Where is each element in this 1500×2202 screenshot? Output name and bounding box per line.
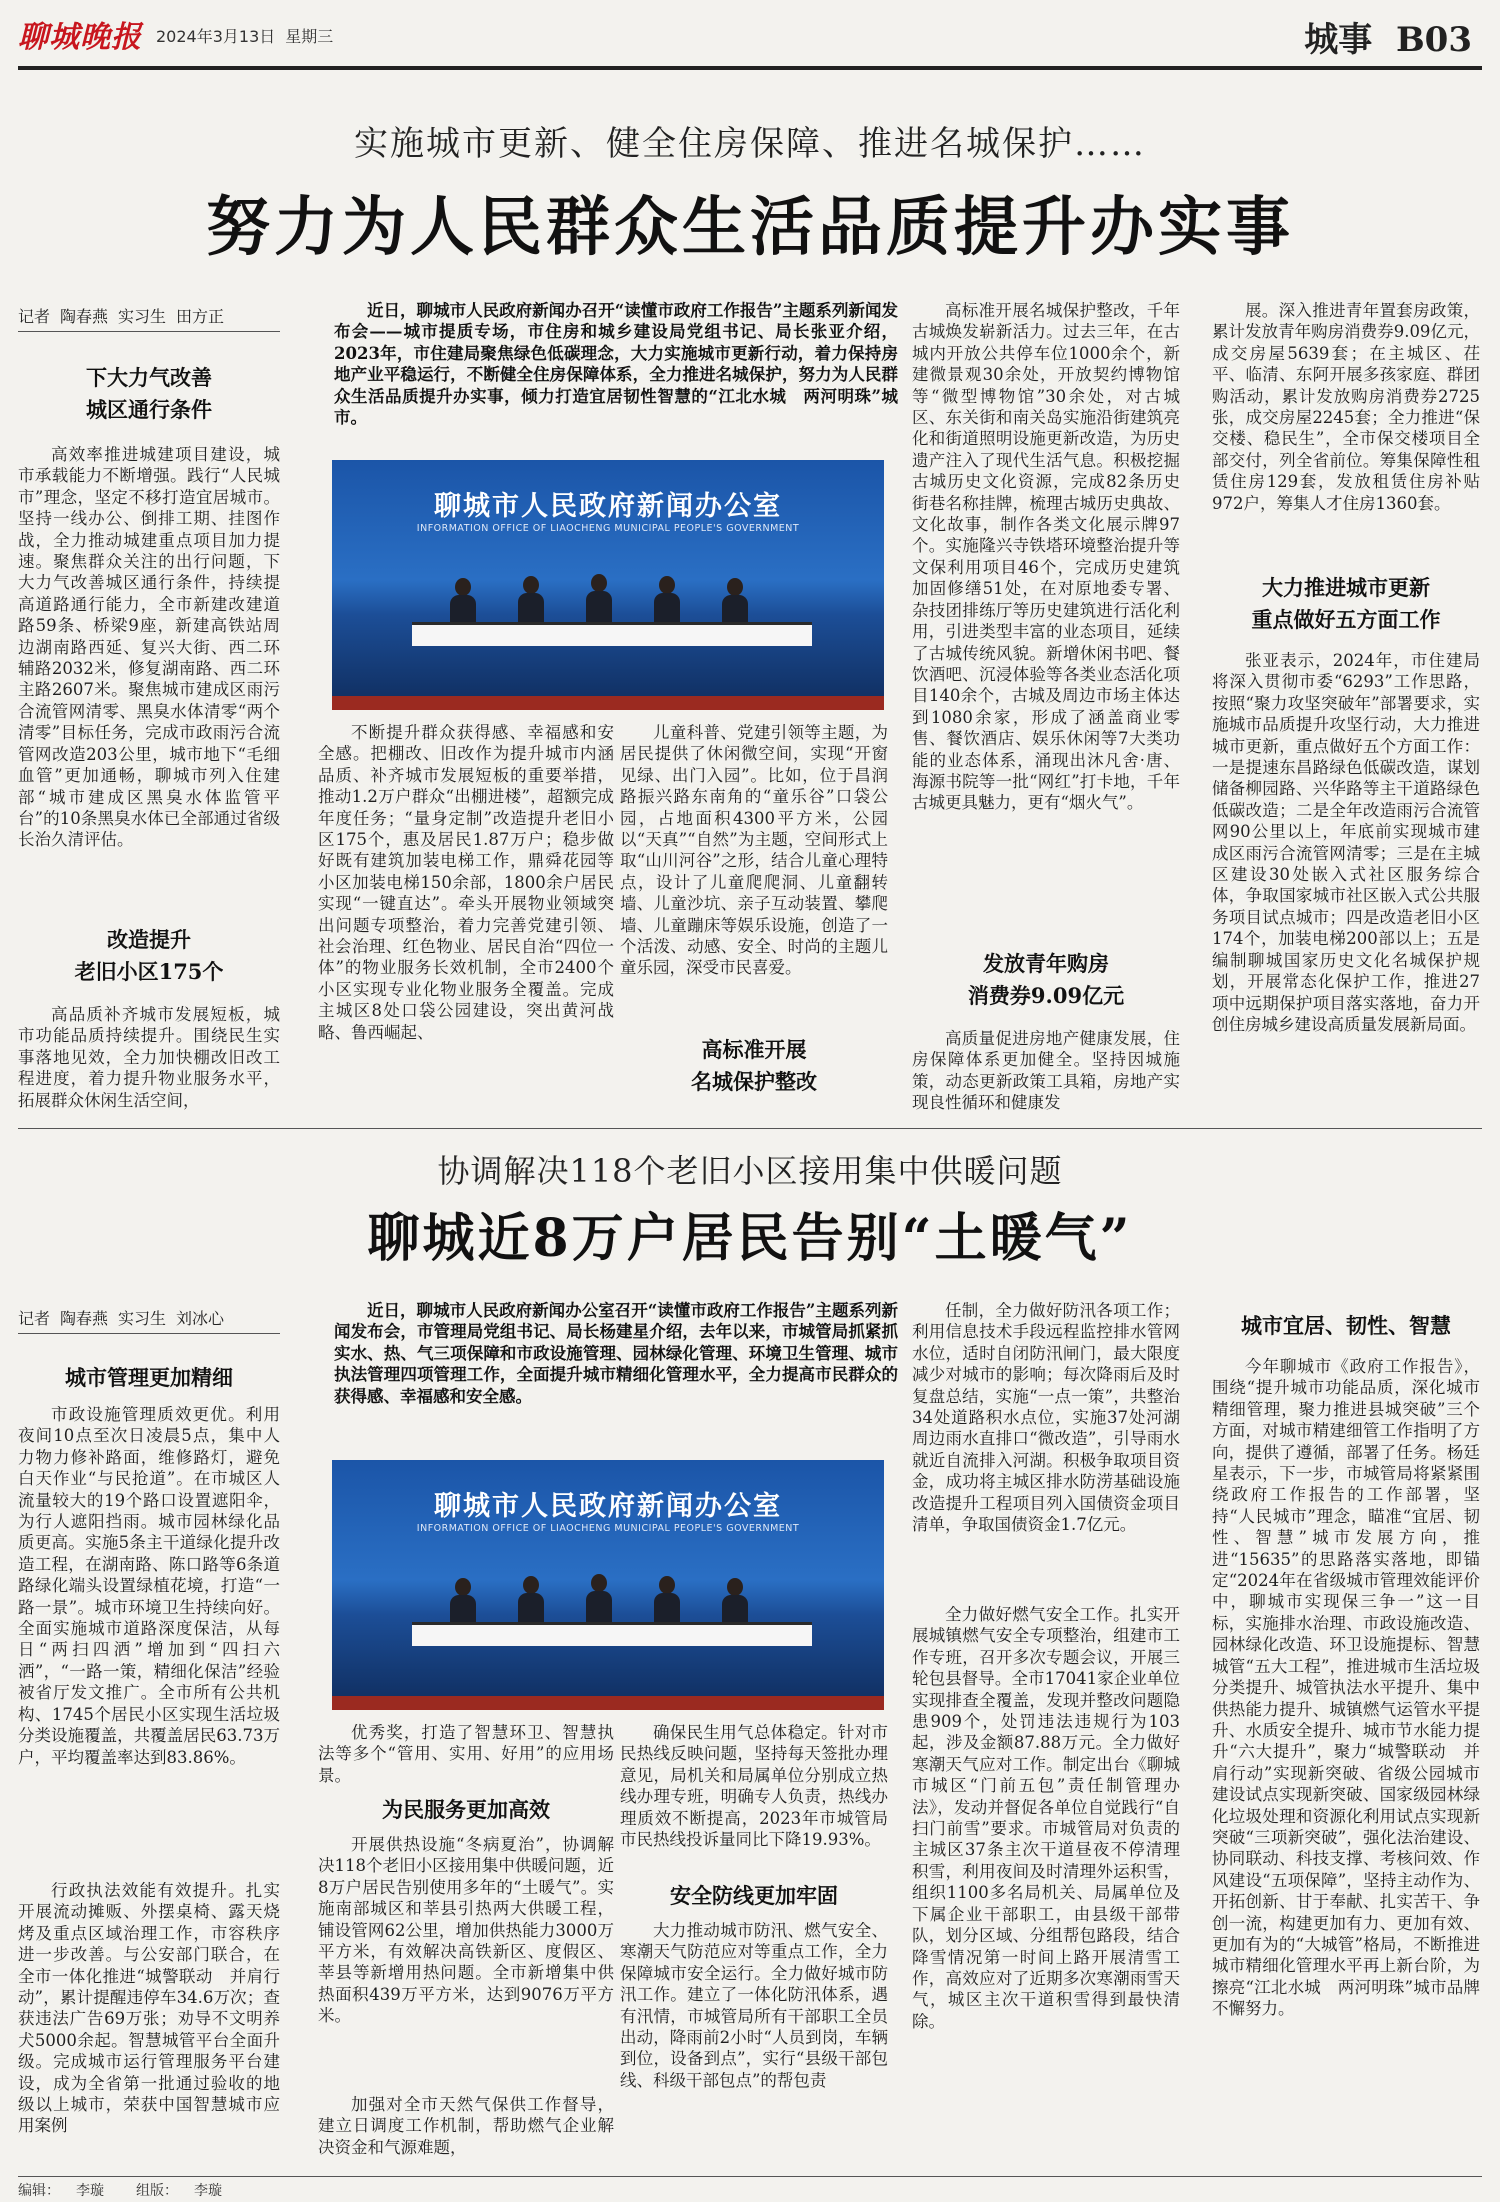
subhead-line: 重点做好五方面工作 bbox=[1251, 607, 1441, 632]
photo-banner-subtitle: INFORMATION OFFICE OF LIAOCHENG MUNICIPAL PEOPLE'S GOVERNMENT bbox=[416, 523, 800, 534]
intern-name: 刘冰心 bbox=[176, 1309, 225, 1328]
photo-banner-title: 聊城市人民政府新闻办公室 bbox=[434, 1491, 782, 1522]
footer-rule bbox=[18, 2176, 1482, 2177]
story1-subtitle: 实施城市更新、健全住房保障、推进名城保护…… bbox=[354, 124, 1146, 164]
story1-subhead-5 bbox=[1212, 572, 1480, 636]
date: 2024年3月13日 bbox=[156, 27, 276, 46]
stage-edge bbox=[332, 1696, 884, 1710]
story1-title: 努力为人民群众生活品质提升办实事 bbox=[206, 190, 1294, 265]
press-desk bbox=[412, 1622, 812, 1646]
layout-name: 李璇 bbox=[194, 2183, 222, 2199]
story2-col5-para1: 今年聊城市《政府工作报告》，围绕“提升城市功能品质，深化城市精细管理，聚力推进县城突破”三个方面，对城市精建细管工作指明了方向，提供了遵循，部署了任务。杨廷星表示，下一步，市城管局将紧紧围绕政府工作报告的工作部署，坚持“人民城市”理念，瞄准“宜居、韧性、智慧”城市发展方向，推进“15635”的思路落实落地，即锚定“2024年在省级城市管理效能评价中，聊城市实现保三争一”这一目标，实施排水治理、市政设施改造、园林绿化改造、环卫设施提标、智慧城管“五大工程”，推进城市生活垃圾分类提升、城管执法水平提升、集中供热能力提升、城镇燃气运管水平提升、水质安全提升、城市节水能力提升“六大提升”，聚力“城警联动 并肩行动”实现新突破、省级公园城市建设试点实现新突破、国家级园林绿化垃圾处理和资源化利用试点实现新突破“三项新突破”，强化法治建设、协同联动、科技支撑、考核问效、作风建设“五项保障”，坚持主动作为、开拓创新、甘于奉献、扎实苦干、争创一流，构建更加有力、更加有效、更加有为的“大城管”格局，不断推进城市精细化管理水平再上新台阶，为擦亮“江北水城 两河明珠”城市品牌不懈努力。 bbox=[1212, 1357, 1480, 2019]
story2-col2-para1: 优秀奖，打造了智慧环卫、智慧执法等多个“管用、实用、好用”的应用场景。 bbox=[318, 1723, 614, 1785]
byline-label: 实习生 bbox=[118, 1309, 167, 1328]
story2-lead: 近日，聊城市人民政府新闻办公室召开“读懂市政府工作报告”主题系列新闻发布会，市管理局党组书记、局长杨建星介绍，去年以来，市城管局抓紧抓实水、热、气三项保障和市政设施管理、园林绿化管理、环境卫生管理、城市执法管理四项管理工作，全面提升城市精细化管理水平，全力提高市民群众的获得感、幸福感和安全感。 bbox=[334, 1301, 898, 1406]
story2-subhead-1 bbox=[18, 1362, 280, 1394]
stage-edge bbox=[332, 696, 884, 710]
section-label bbox=[1304, 12, 1472, 61]
newspaper-brand: 聊城晚报 bbox=[18, 20, 142, 55]
story1-col5-para1: 展。深入推进青年置套房政策，累计发放青年购房消费券9.09亿元，成交房屋5639套；在主城区、茌平、临清、东阿开展多孩家庭、群团购活动，累计发放购房消费券2725张，成交房屋2245套；全力推进“保交楼、稳民生”，全市保交楼项目全部交付，列全省前位。筹集保障性租赁住房129套，发放租赁住房补贴972户，筹集人才住房1360套。 bbox=[1212, 301, 1480, 513]
story1-subhead-2 bbox=[18, 924, 280, 988]
story2-subhead-3 bbox=[620, 1880, 888, 1912]
editor-name: 李璇 bbox=[76, 2183, 104, 2199]
byline-label: 实习生 bbox=[118, 307, 167, 326]
page-footer bbox=[18, 2180, 254, 2200]
subhead-line: 改造提升 bbox=[107, 927, 191, 952]
subhead-line: 名城保护整改 bbox=[691, 1069, 817, 1094]
photo-banner-subtitle: INFORMATION OFFICE OF LIAOCHENG MUNICIPAL PEOPLE'S GOVERNMENT bbox=[416, 1523, 800, 1534]
subhead-line: 城区通行条件 bbox=[86, 397, 212, 422]
subhead-line: 大力推进城市更新 bbox=[1262, 575, 1430, 600]
weekday: 星期三 bbox=[285, 27, 334, 46]
layout-label: 组版： bbox=[136, 2183, 178, 2199]
issue-date bbox=[156, 24, 343, 47]
intern-name: 田方正 bbox=[176, 307, 225, 326]
header-rule bbox=[18, 66, 1482, 70]
story2-subtitle: 协调解决118个老旧小区接用集中供暖问题 bbox=[437, 1152, 1063, 1190]
subhead-line: 城市宜居、韧性、智慧 bbox=[1241, 1313, 1451, 1338]
subhead-line: 老旧小区175个 bbox=[74, 959, 224, 984]
story1-col4-para1: 高标准开展名城保护整改，千年古城焕发崭新活力。过去三年，在古城内开放公共停车位1000余个，新建微景观30余处，开放契约博物馆等“微型博物馆”30余处，对古城区、东关街和南关岛实施沿街建筑亮化和街道照明设施更新改造，为历史遗产注入了现代生活气息。积极挖掘古城历史文化资源，完成82条历史街巷名称挂牌，梳理古城历史典故、文化故事，制作各类文化展示牌97个。实施隆兴寺铁塔环境整治提升等文保利用项目46个，完成历史建筑加固修缮51处，在对原地委专署、杂技团排练厅等历史建筑进行活化利用，引进类型丰富的业态项目，延续了古城传统风貌。新增休闲书吧、餐饮酒吧、沉浸体验等各类业态活化项目140余个，古城及周边市场主体达到1080余家，形成了涵盖商业零售、餐饮酒店、娱乐休闲等7大类功能的业态体系，涌现出沐凡舍·唐、海源书院等一批“网红”打卡地，千年古城更具魅力，更有“烟火气”。 bbox=[912, 301, 1180, 813]
byline-label: 记者 bbox=[18, 307, 51, 326]
story1-col3-para1: 儿童科普、党建引领等主题，为居民提供了休闲微空间，实现“开窗见绿、出门入园”。比如，位于昌润路振兴路东南角的“童乐谷”口袋公园，占地面积4300平方米，公园以“天真”“自然”为主题，空间形式上取“山川河谷”之形，结合儿童心理特点，设计了儿童爬爬洞、儿童翻转墙、儿童沙坑、亲子互动装置、攀爬墙、儿童蹦床等娱乐设施，创造了一个活泼、动感、安全、时尚的主题儿童乐园，深受市民喜爱。 bbox=[620, 723, 888, 978]
story2-byline bbox=[18, 1306, 280, 1334]
story1-lead: 近日，聊城市人民政府新闻办召开“读懂市政府工作报告”主题系列新闻发布会——城市提质专场，市住房和城乡建设局党组书记、局长张亚介绍，2023年，市住建局聚焦绿色低碳理念，大力实施城市更新行动，着力保持房地产业平稳运行，不断健全住房保障体系，全力推进名城保护，努力为人民群众生活品质提升办实事，倾力打造宜居韧性智慧的“江北水城 两河明珠”城市。 bbox=[334, 301, 898, 428]
reporter-name: 陶春燕 bbox=[60, 1309, 109, 1328]
story2-col4-para2: 全力做好燃气安全工作。扎实开展城镇燃气安全专项整治，组建市工作专班，召开多次专题会议，开展三轮包县督导。全市17041家企业单位实现排查全覆盖，发现并整改问题隐患909个，处罚违法违规行为103起，涉及金额87.88万元。全力做好寒潮天气应对工作。制定出台《聊城市城区“门前五包”责任制管理办法》，发动并督促各单位自觉践行“自扫门前雪”要求。市城管局对负责的主城区37条主次干道昼夜不停清理积雪，利用夜间及时清理外运积雪，组织1100多名局机关、局属单位及下属企业干部职工，由县级干部带队，划分区域、分组帮包路段，结合降雪情况第一时间上路开展清雪工作，高效应对了近期多次寒潮雨雪天气，城区主次干道积雪得到最快清除。 bbox=[912, 1605, 1180, 2031]
press-desk bbox=[412, 622, 812, 646]
story2-col1-para2: 行政执法效能有效提升。扎实开展流动摊贩、外摆桌椅、露天烧烤及重点区域治理工作，市容秩序进一步改善。与公安部门联合，在全市一体化推进“城警联动 并肩行动”，累计提醒违停车34.6万次；查获违法广告69万张；劝导不文明养犬5000余起。智慧城管平台全面升级。完成城市运行管理服务平台建设，成为全省第一批通过验收的地级以上城市，荣获中国智慧城市应用案例 bbox=[18, 1881, 280, 2136]
story1-subhead-1 bbox=[18, 362, 280, 426]
story1-byline bbox=[18, 304, 280, 332]
story1-col2-para1: 不断提升群众获得感、幸福感和安全感。把棚改、旧改作为提升城市内涵品质、补齐城市发展短板的重要举措，推动1.2万户群众“出棚进楼”，超额完成年度任务；“量身定制”改造提升老旧小区175个，惠及居民1.87万户；稳步做好既有建筑加装电梯工作，鼎舜花园等小区加装电梯150余部，1800余户居民实现“一键直达”。牵头开展物业领域突出问题专项整治，着力完善党建引领、社会治理、红色物业、居民自治“四位一体”的物业服务长效机制，全市2400个小区实现专业化物业服务全覆盖。完成主城区8处口袋公园建设，突出黄河战略、鲁西崛起、 bbox=[318, 723, 614, 1042]
page-header bbox=[18, 10, 1480, 72]
reporter-name: 陶春燕 bbox=[60, 307, 109, 326]
page-number: B03 bbox=[1395, 20, 1472, 60]
story1-col1-para2: 高品质补齐城市发展短板，城市功能品质持续提升。围绕民生实事落地见效，全力加快棚改旧改工程进度，着力提升物业服务水平，拓展群众休闲生活空间， bbox=[18, 1005, 280, 1110]
editor-label: 编辑： bbox=[18, 2183, 60, 2199]
story-divider bbox=[18, 1128, 1482, 1129]
story2-col2-para2: 开展供热设施“冬病夏治”，协调解决118个老旧小区接用集中供暖问题，近8万户居民告别使用多年的“土暖气”。实施南部城区和莘县引热两大供暖工程，铺设管网62公里，增加供热能力3000万平方米，有效解决高铁新区、度假区、莘县等新增用热问题。全市新增集中供热面积439万平方米，达到9076万平方米。 bbox=[318, 1835, 614, 2026]
subhead-line: 高标准开展 bbox=[701, 1037, 807, 1062]
subhead-line: 为民服务更加高效 bbox=[382, 1797, 550, 1822]
story1-press-photo bbox=[332, 460, 884, 710]
story2-title: 聊城近8万户居民告别“土暖气” bbox=[367, 1208, 1133, 1269]
story1-col5-para2: 张亚表示，2024年，市住建局将深入贯彻市委“6293”工作思路，按照“聚力攻坚突破年”部署要求，实施城市品质提升攻坚行动，大力推进城市更新，重点做好五个方面工作：一是提速东昌路绿色低碳改造，谋划储备柳园路、兴华路等主干道路绿色低碳改造；二是全年改造雨污合流管网90公里以上，年底前实现城市建成区雨污合流管网清零；三是在主城区建设30处嵌入式社区服务综合体，争取国家城市社区嵌入式公共服务项目试点城市；四是改造老旧小区174个，加装电梯200部以上；五是编制聊城国家历史文化名城保护规划，开展常态化保护工作，推进27项中远期保护项目落实落地，奋力开创住房城乡建设高质量发展新局面。 bbox=[1212, 651, 1480, 1034]
subhead-line: 城市管理更加精细 bbox=[65, 1365, 233, 1390]
story1-subhead-3 bbox=[620, 1034, 888, 1098]
story1-col4-para2: 高质量促进房地产健康发展，住房保障体系更加健全。坚持因城施策，动态更新政策工具箱，房地产实现良性循环和健康发 bbox=[912, 1029, 1180, 1113]
photo-banner-title: 聊城市人民政府新闻办公室 bbox=[434, 491, 782, 522]
byline-label: 记者 bbox=[18, 1309, 51, 1328]
subhead-line: 发放青年购房 bbox=[983, 951, 1109, 976]
story2-subhead-4 bbox=[1212, 1310, 1480, 1342]
story2-col3-para1: 确保民生用气总体稳定。针对市民热线反映问题，坚持每天签批办理意见，局机关和局属单位分别成立热线办理专班，明确专人负责，热线办理质效不断提高，2023年市城管局市民热线投诉量同比下降19.93%。 bbox=[620, 1723, 888, 1850]
subhead-line: 安全防线更加牢固 bbox=[670, 1883, 838, 1908]
story2-col1-para1: 市政设施管理质效更优。利用夜间10点至次日凌晨5点，集中人力物力修补路面，维修路灯，避免白天作业“与民抢道”。在市城区人流量较大的19个路口设置遮阳伞，为行人遮阳挡雨。城市园林绿化品质更高。实施5条主干道绿化提升改造工程，在湖南路、陈口路等6条道路绿化端头设置绿植花境，打造“一路一景”。城市环境卫生持续向好。全面实施城市道路深度保洁，从每日“两扫四洒”增加到“四扫六洒”，“一路一策，精细化保洁”经验被省厅发文推广。全市所有公共机构、1745个居民小区实现生活垃圾分类设施覆盖，共覆盖居民63.73万户，平均覆盖率达到83.86%。 bbox=[18, 1405, 280, 1767]
story2-press-photo bbox=[332, 1460, 884, 1710]
story1-subhead-4 bbox=[912, 948, 1180, 1012]
story2-col3-para2: 大力推动城市防汛、燃气安全、寒潮天气防范应对等重点工作，全力保障城市安全运行。全力做好城市防汛工作。建立了一体化防汛体系，遇有汛情，市城管局所有干部职工全员出动，降雨前2小时“人员到岗，车辆到位，设备到点”，实行“县级干部包线、科级干部包点”的帮包责 bbox=[620, 1921, 888, 2090]
section-name: 城事 bbox=[1304, 20, 1373, 60]
story2-subhead-2 bbox=[318, 1794, 614, 1826]
story1-col1-para1: 高效率推进城建项目建设，城市承载能力不断增强。践行“人民城市”理念，坚定不移打造宜居城市。坚持一线办公、倒排工期、挂图作战，全力推动城建重点项目加力提速。聚焦群众关注的出行问题，下大力气改善城区通行条件，持续提高道路通行能力，全市新建改建道路59条、桥梁9座，新建高铁站周边湖南路西延、复兴大街、西二环辅路2032米，修复湖南路、西二环主路2607米。聚焦城市建成区雨污合流管网清零、黑臭水体清零“两个清零”目标任务，完成市政雨污合流管网改造203公里，城市地下“毛细血管”更加通畅，聊城市列入住建部“城市建成区黑臭水体监管平台”的10条黑臭水体已全部通过省级长治久清评估。 bbox=[18, 445, 280, 850]
subhead-line: 下大力气改善 bbox=[86, 365, 212, 390]
story2-col4-para1: 任制，全力做好防汛各项工作；利用信息技术手段远程监控排水管网水位，适时自闭防汛闸门，最大限度减少对城市的影响；每次降雨后及时复盘总结，实施“一点一策”，共整治34处道路积水点位，实施37处河湖周边雨水直排口“微改造”，引导雨水就近自流排入河湖。积极争取项目资金，成功将主城区排水防涝基础设施改造提升工程项目列入国债资金项目清单，争取国债资金1.7亿元。 bbox=[912, 1301, 1180, 1535]
subhead-line: 消费券9.09亿元 bbox=[967, 983, 1125, 1008]
story2-col2-para3: 加强对全市天然气保供工作督导，建立日调度工作机制，帮助燃气企业解决资金和气源难题， bbox=[318, 2095, 614, 2157]
